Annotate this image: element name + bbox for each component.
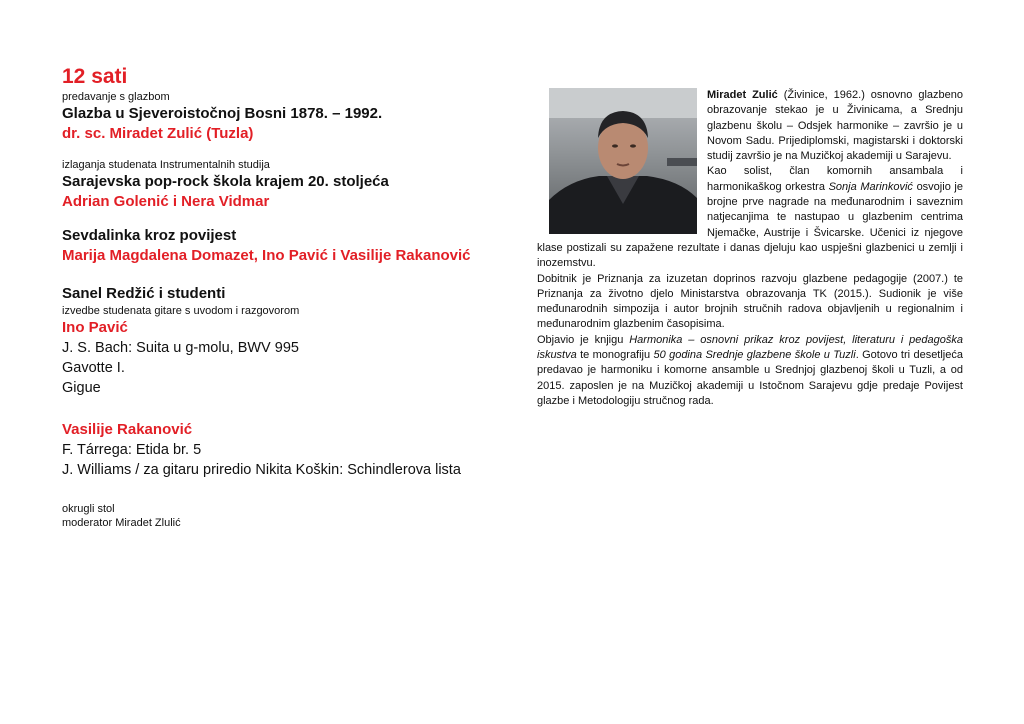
block2-type: izlaganja studenata Instrumentalnih studija	[62, 159, 270, 171]
block1-type: predavanje s glazbom	[62, 91, 170, 103]
performer-2: Vasilije Rakanović	[62, 421, 193, 438]
bio-column	[537, 88, 963, 409]
bio-paragraph-2: Kao solist, član komornih ansambala i harmonikaškog orkestra Sonja Marinković osvojio je brojne prve nagrade na međunarodnim i saveznim natjecanjima te nastupao u glazbenim centrima Njemačke, Austrije i Švicarske. Učenici iz njegove klase postizali su zapažene rezultate i danas djeluju kao uspješni glazbenici u zemlji i inozemstvu.	[537, 165, 963, 270]
performer1-piece-3: Gigue	[62, 380, 101, 396]
session-time: 12 sati	[62, 65, 128, 88]
program-column	[62, 64, 532, 530]
block3-authors: Marija Magdalena Domazet, Ino Pavić i Vasilije Rakanović	[62, 247, 471, 264]
bio-paragraph-3: Dobitnik je Priznanja za izuzetan doprinos razvoju glazbene pedagogije (2007.) te Priznanja za životno djelo Ministarstva obrazovanja TK (2015.). Sudionik je više međunarodnih simpozija i autor brojnih stručnih radova objavljenih u regionalnim i međunarodnim glazbenim časopisima.	[537, 272, 963, 331]
bio-paragraph-1: Miradet Zulić (Živinice, 1962.) osnovno glazbeno obrazovanje stekao je u Živinicama, a Srednju glazbenu školu – Odsjek harmonike – završio je u Novom Sadu. Prijediplomski, magistarski i doktorski studij završio je na Muzičkoj akademiji u Sarajevu.	[707, 89, 963, 163]
performer2-piece-1: F. Tárrega: Etida br. 5	[62, 442, 202, 458]
performer1-piece-1: J. S. Bach: Suita u g-molu, BWV 995	[62, 340, 299, 356]
block1-author: dr. sc. Miradet Zulić (Tuzla)	[62, 125, 254, 142]
performer2-piece-2: J. Williams / za gitaru priredio Nikita Koškin: Schindlerova lista	[62, 462, 461, 478]
performer1-piece-2: Gavotte I.	[62, 360, 125, 376]
block1-title: Glazba u Sjeveroistočnoj Bosni 1878. – 1992.	[62, 105, 383, 122]
bio-name: Miradet Zulić	[707, 89, 778, 101]
closing-line-2: moderator Miradet Zlulić	[62, 517, 181, 529]
performer-1: Ino Pavić	[62, 319, 128, 336]
closing-line-1: okrugli stol	[62, 503, 115, 515]
portrait-photo-icon	[549, 88, 697, 234]
block4-type: izvedbe studenata gitare s uvodom i razgovorom	[62, 305, 300, 317]
bio-paragraph-4: Objavio je knjigu Harmonika – osnovni prikaz kroz povijest, literaturu i pedagoška iskustva te monografiju 50 godina Srednje glazbene škole u Tuzli. Gotovo tri desetljeća predavao je harmoniku i komorne ansamble u Srednjoj glazbenoj školi u Tuzli, a od 2015. zaposlen je na Muzičkoj akademiji u Istočnom Sarajevu gdje predaje Povijest glazbe i Metodologiju stručnog rada.	[537, 333, 963, 407]
block2-title: Sarajevska pop-rock škola krajem 20. stoljeća	[62, 173, 389, 190]
block4-title: Sanel Redžić i studenti	[62, 285, 226, 302]
block2-authors: Adrian Golenić i Nera Vidmar	[62, 193, 270, 210]
block3-title: Sevdalinka kroz povijest	[62, 227, 237, 244]
portrait-photo	[549, 88, 697, 234]
